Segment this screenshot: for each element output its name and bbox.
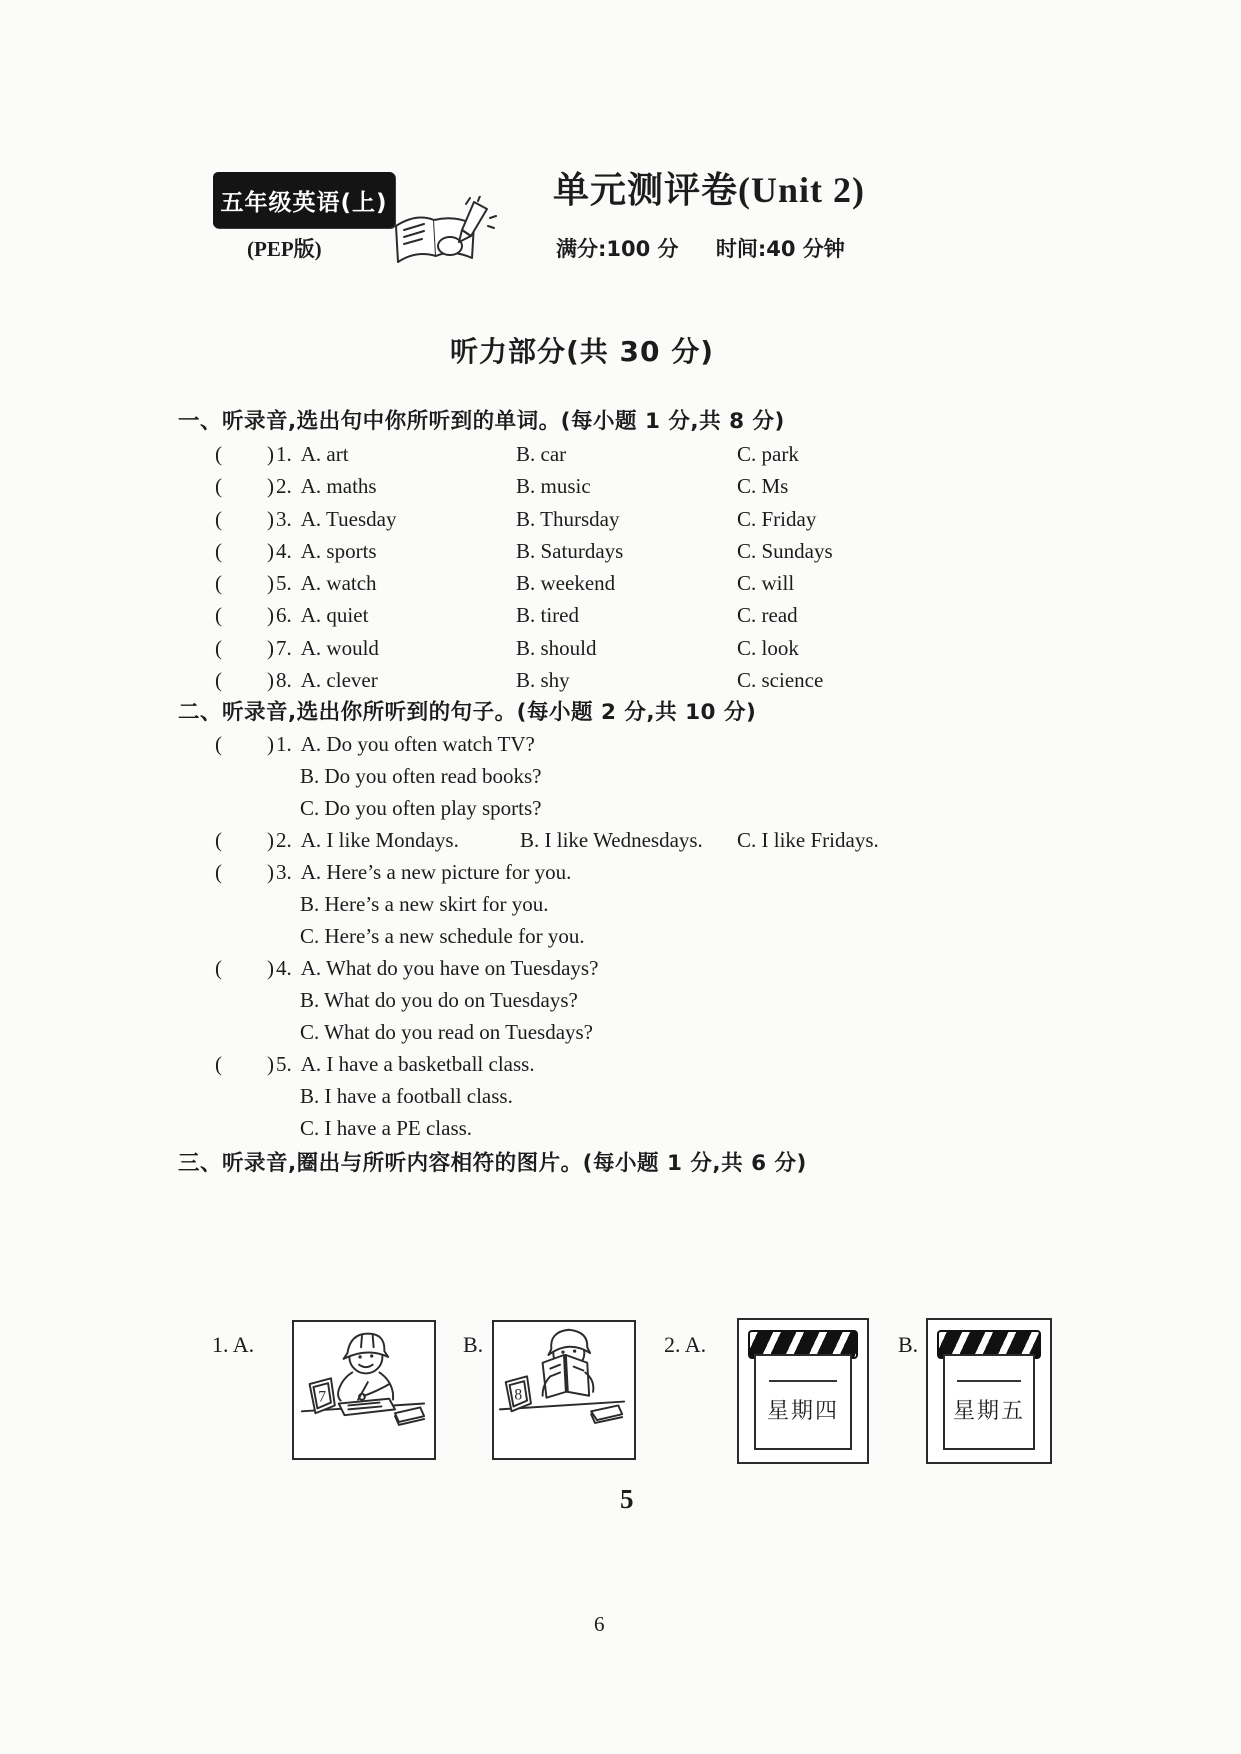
question-number: 2. [276,828,292,852]
question-number: 4. [276,956,292,980]
option-c[interactable]: C. Ms [737,474,789,499]
question-number: 5. [276,571,292,596]
option-a[interactable]: A. art [300,442,349,466]
p1-row-4 [215,535,1205,567]
boy-writing-illustration [294,1322,430,1454]
calendar-rule-line [957,1380,1020,1382]
part2-heading: 二、听录音,选出你所听到的句子。(每小题 2 分,共 10 分) [178,700,757,725]
question-number: 3. [276,506,292,531]
option-c[interactable]: C. read [737,603,798,628]
option-a[interactable]: A. What do you have on Tuesdays? [300,956,599,980]
p1-row-1 [215,438,1205,470]
option-b[interactable]: B. Here’s a new skirt for you. [300,892,549,916]
option-c[interactable]: C. look [737,635,799,660]
option-c[interactable]: C. Do you often play sports? [300,796,542,820]
answer-blank[interactable]: ( ) [215,442,275,466]
calendar-thursday-option[interactable] [737,1318,869,1464]
option-c[interactable]: C. will [737,571,795,596]
p3-item2-b-label: B. [898,1332,919,1357]
paper-meta [556,233,845,263]
option-b[interactable]: B. Saturdays [516,538,624,563]
p2-question-2 [215,824,1215,856]
option-a[interactable]: A. Do you often watch TV? [300,732,535,756]
question-number: 6. [276,603,292,628]
option-a[interactable]: A. Tuesday [300,506,397,531]
answer-blank[interactable]: ( ) [215,635,275,660]
option-c[interactable]: C. Friday [737,506,817,531]
answer-blank[interactable]: ( ) [215,538,275,563]
calendar-friday-option[interactable] [926,1318,1052,1464]
picture-boy-writing-option[interactable] [292,1320,436,1460]
option-a[interactable]: A. I like Mondays. [300,828,459,852]
p3-item2-label: 2. A. [664,1332,707,1357]
p3-item1-label: 1. A. [212,1332,255,1357]
question-number: 8. [276,668,292,693]
calendar-day-label: 星期四 [766,1399,839,1424]
part3-heading: 三、听录音,圈出与所听内容相符的图片。(每小题 1 分,共 6 分) [178,1151,807,1176]
option-c[interactable]: C. Sundays [737,538,833,563]
part2-questions [215,728,1215,1144]
option-a[interactable]: A. sports [300,538,377,563]
part1-options-table [215,438,1205,696]
time-limit-label: 时间:40 分钟 [715,237,845,261]
option-b[interactable]: B. weekend [516,571,616,596]
option-c[interactable]: C. park [737,442,799,466]
p2-question-3 [215,856,1215,952]
page-number-top: 5 [620,1484,634,1514]
question-number: 2. [276,474,292,499]
p1-row-5 [215,567,1205,599]
listening-section-title: 听力部分(共 30 分) [450,335,715,368]
full-score-label: 满分:100 分 [556,237,679,261]
answer-blank[interactable]: ( ) [215,732,275,756]
answer-blank[interactable]: ( ) [215,1052,275,1076]
calendar-card-number: 8 [514,1386,523,1404]
answer-blank[interactable]: ( ) [215,860,275,884]
option-c[interactable]: C. I have a PE class. [300,1116,473,1140]
option-b[interactable]: B. music [516,474,591,499]
question-number: 4. [276,538,292,563]
answer-blank[interactable]: ( ) [215,474,275,499]
question-number: 1. [276,442,292,466]
p1-row-6 [215,599,1205,631]
option-a[interactable]: A. maths [300,474,377,499]
grade-badge-label: 五年级英语(上) [220,189,388,216]
answer-blank[interactable]: ( ) [215,603,275,628]
option-a[interactable]: A. quiet [300,603,369,628]
p1-row-7 [215,632,1205,664]
p1-row-2 [215,470,1205,502]
p2-question-4 [215,952,1215,1048]
option-a[interactable]: A. clever [300,668,378,693]
option-a[interactable]: A. Here’s a new picture for you. [300,860,572,884]
option-b[interactable]: B. What do you do on Tuesdays? [300,988,578,1012]
option-c[interactable]: C. science [737,668,824,693]
option-b[interactable]: B. Thursday [516,506,620,531]
calendar-page [943,1354,1035,1450]
answer-blank[interactable]: ( ) [215,668,275,693]
calendar-page [754,1354,852,1450]
answer-blank[interactable]: ( ) [215,828,275,852]
question-number: 5. [276,1052,292,1076]
answer-blank[interactable]: ( ) [215,956,275,980]
option-a[interactable]: A. would [300,635,379,660]
option-b[interactable]: B. I like Wednesdays. [520,828,703,852]
option-a[interactable]: A. watch [300,571,377,596]
option-a[interactable]: A. I have a basketball class. [300,1052,535,1076]
p2-question-1 [215,728,1215,824]
p2-question-5 [215,1048,1215,1144]
calendar-card-number: 7 [318,1388,327,1406]
option-c[interactable]: C. Here’s a new schedule for you. [300,924,585,948]
picture-boy-reading-option[interactable] [492,1320,636,1460]
option-b[interactable]: B. Do you often read books? [300,764,542,788]
paper-title: 单元测评卷(Unit 2) [553,170,865,210]
grade-badge [213,172,395,228]
boy-reading-illustration [494,1322,630,1454]
p1-row-3 [215,503,1205,535]
question-number: 7. [276,635,292,660]
option-b[interactable]: B. shy [516,668,570,693]
option-b[interactable]: B. should [516,635,597,660]
answer-blank[interactable]: ( ) [215,571,275,596]
page-number-bottom: 6 [594,1612,605,1636]
calendar-day-label: 星期五 [952,1399,1025,1424]
option-c[interactable]: C. What do you read on Tuesdays? [300,1020,594,1044]
answer-blank[interactable]: ( ) [215,506,275,531]
edition-label: (PEP版) [247,237,322,261]
question-number: 1. [276,732,292,756]
option-b[interactable]: B. tired [516,603,579,628]
option-b[interactable]: B. car [516,442,567,466]
book-pencil-illustration [386,196,504,278]
p1-row-8 [215,664,1205,696]
p3-item1-b-label: B. [463,1332,484,1357]
option-b[interactable]: B. I have a football class. [300,1084,513,1108]
option-c[interactable]: C. I like Fridays. [737,828,879,852]
question-number: 3. [276,860,292,884]
part1-heading: 一、听录音,选出句中你所听到的单词。(每小题 1 分,共 8 分) [178,409,785,434]
calendar-rule-line [769,1380,837,1382]
